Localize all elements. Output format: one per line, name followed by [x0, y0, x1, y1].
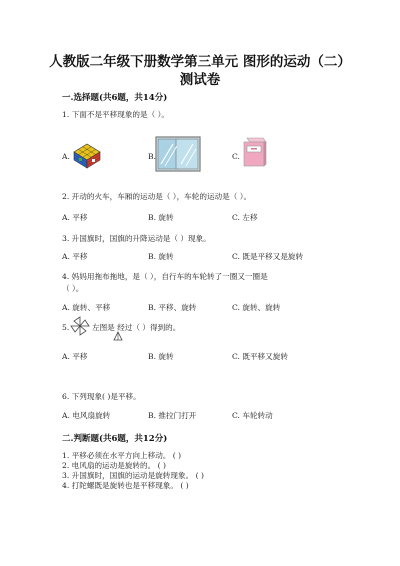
judge-item-2: 2. 电风扇的运动是旋转的。 ( ) [62, 461, 166, 470]
q1-option-b-label: B. [148, 152, 156, 161]
q1-option-c-label: C. [232, 152, 240, 161]
q6-option-b: B. 推拉门打开 [148, 411, 197, 420]
q3-option-c: C. 既是平移又是旋转 [232, 252, 304, 261]
q4-option-a: A. 旋转、平移 [62, 303, 111, 312]
pinwheel-figure-image [70, 316, 90, 336]
q1-option-a-label: A. [62, 152, 70, 161]
q2-option-b: B. 旋转 [148, 213, 174, 222]
q2-option-a: A. 平移 [62, 213, 88, 222]
judge-item-3: 3. 升国旗时，国旗的运动是旋转现象。 ( ) [62, 471, 204, 480]
rubiks-cube-image [70, 140, 104, 170]
q4-stem-line-1: 4. 妈妈用拖布拖地，是（ ），自行车的车轮转了一圈又一圈是 [62, 272, 268, 281]
q5-stem: 左图是 经过（ ）得到的。 [92, 323, 181, 332]
q6-option-a: A. 电风扇旋转 [62, 411, 111, 420]
q5-option-a: A. 平移 [62, 352, 88, 361]
q3-stem: 3. 升国旗时，国旗的升降运动是（ ）现象。 [62, 234, 211, 243]
sliding-window-image [155, 136, 201, 172]
title-line-1: 人教版二年级下册数学第三单元 图形的运动（二） [49, 54, 351, 70]
q4-option-c: C. 旋转、旋转 [232, 303, 281, 312]
judge-item-4: 4. 打陀螺既是旋转也是平移现象。 ( ) [62, 481, 189, 490]
q2-option-c: C. 左移 [232, 213, 258, 222]
title-line-2: 测试卷 [179, 72, 221, 88]
q3-option-a: A. 平移 [62, 252, 88, 261]
section-1-heading: 一.选择题(共6题，共14分) [62, 93, 168, 103]
drawer-cabinet-image [242, 134, 268, 168]
q1-stem: 1. 下面不是平移现象的是（ ）。 [62, 110, 169, 119]
section-2-heading: 二.判断题(共6题，共12分) [62, 434, 168, 444]
q6-option-c: C. 车轮转动 [232, 411, 273, 420]
triangle-figure-image [113, 331, 123, 341]
q5-option-b: B. 旋转 [148, 352, 174, 361]
q5-option-c: C. 既平移又旋转 [232, 352, 288, 361]
judge-item-1: 1. 平移必须在水平方向上移动。 ( ) [62, 451, 182, 460]
q4-stem-line-2: （ ）。 [62, 284, 84, 293]
q5-number: 5. [62, 323, 70, 332]
q4-option-b: B. 平移、旋转 [148, 303, 197, 312]
q3-option-b: B. 旋转 [148, 252, 174, 261]
q2-stem: 2. 开动的火车，车厢的运动是（ ），车轮的运动是（ ）。 [62, 192, 252, 201]
q6-stem: 6. 下列现象( )是平移。 [62, 392, 141, 401]
